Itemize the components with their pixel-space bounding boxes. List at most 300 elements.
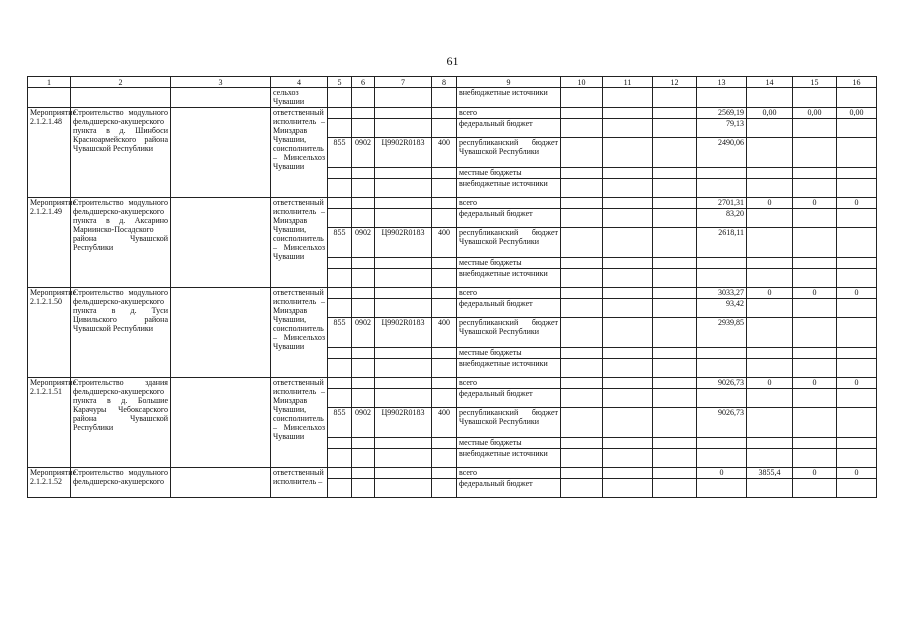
amount-cell: 79,13 <box>697 119 747 138</box>
table-cell <box>603 168 653 179</box>
table-cell <box>352 479 375 498</box>
table-cell <box>375 198 432 209</box>
table-cell <box>793 88 837 108</box>
csr-cell: Ц9902R0183 <box>375 138 432 168</box>
table-cell <box>352 468 375 479</box>
table-cell <box>603 108 653 119</box>
table-cell <box>375 179 432 198</box>
executor-cell: ответственный исполнитель – Минздрав Чувашии, соисполнитель – Минсельхоз Чувашии <box>271 108 328 198</box>
event-code-cell: Мероприятие 2.1.2.1.50 <box>28 288 71 378</box>
amount-cell: 9026,73 <box>697 378 747 389</box>
table-cell <box>793 389 837 408</box>
table-cell <box>375 108 432 119</box>
amount-cell: 9026,73 <box>697 408 747 438</box>
grbs-cell: 855 <box>328 228 352 258</box>
table-cell <box>352 198 375 209</box>
amount-cell: 0 <box>837 198 877 209</box>
table-cell <box>653 359 697 378</box>
table-cell <box>603 179 653 198</box>
table-cell <box>352 348 375 359</box>
table-cell <box>352 88 375 108</box>
amount-cell <box>697 258 747 269</box>
table-cell <box>603 468 653 479</box>
table-cell <box>747 438 793 449</box>
table-cell <box>793 269 837 288</box>
table-cell <box>653 468 697 479</box>
column-header: 5 <box>328 77 352 88</box>
event-description-cell: Строительство модульного фельдшерско-акушерского пункта в д. Туси Цивильского района Чувашской Республики <box>71 288 171 378</box>
table-cell <box>432 168 457 179</box>
table-cell <box>561 348 603 359</box>
table-cell <box>375 119 432 138</box>
amount-cell <box>697 168 747 179</box>
table-cell <box>28 88 71 108</box>
table-cell <box>793 138 837 168</box>
table-cell <box>328 209 352 228</box>
column-header: 13 <box>697 77 747 88</box>
amount-cell: 0 <box>837 378 877 389</box>
funding-source-cell: федеральный бюджет <box>457 119 561 138</box>
event-code-cell: Мероприятие 2.1.2.1.52 <box>28 468 71 498</box>
event-code-cell: Мероприятие 2.1.2.1.48 <box>28 108 71 198</box>
empty-cell <box>171 108 271 198</box>
funding-source-cell: местные бюджеты <box>457 348 561 359</box>
column-header: 15 <box>793 77 837 88</box>
amount-cell <box>697 389 747 408</box>
table-cell <box>603 228 653 258</box>
table-cell <box>328 119 352 138</box>
table-cell <box>747 228 793 258</box>
table-cell <box>352 288 375 299</box>
table-cell <box>793 449 837 468</box>
grbs-cell: 855 <box>328 408 352 438</box>
table-cell <box>603 359 653 378</box>
table-cell <box>603 449 653 468</box>
table-cell <box>432 88 457 108</box>
column-header: 9 <box>457 77 561 88</box>
table-cell <box>747 449 793 468</box>
funding-source-cell: внебюджетные источники <box>457 179 561 198</box>
funding-source-cell: федеральный бюджет <box>457 479 561 498</box>
amount-cell: 0 <box>747 288 793 299</box>
column-header: 8 <box>432 77 457 88</box>
table-cell <box>375 348 432 359</box>
funding-source-cell: внебюджетные источники <box>457 269 561 288</box>
funding-source-cell: местные бюджеты <box>457 438 561 449</box>
amount-cell <box>697 359 747 378</box>
table-row <box>28 378 877 389</box>
table-cell <box>793 348 837 359</box>
table-cell <box>603 138 653 168</box>
table-cell <box>561 288 603 299</box>
vr-cell: 400 <box>432 408 457 438</box>
budget-table <box>27 76 877 498</box>
amount-cell: 0 <box>793 198 837 209</box>
table-cell <box>603 348 653 359</box>
table-cell <box>432 468 457 479</box>
funding-source-cell: всего <box>457 288 561 299</box>
amount-cell: 0,00 <box>837 108 877 119</box>
event-code-cell: Мероприятие 2.1.2.1.51 <box>28 378 71 468</box>
table-cell <box>837 299 877 318</box>
amount-cell: 0,00 <box>747 108 793 119</box>
amount-cell: 0 <box>837 288 877 299</box>
executor-cell: ответственный исполнитель – Минздрав Чувашии, соисполнитель – Минсельхоз Чувашии <box>271 288 328 378</box>
table-cell <box>432 198 457 209</box>
table-cell <box>328 438 352 449</box>
table-cell <box>432 258 457 269</box>
table-cell <box>171 88 271 108</box>
table-cell <box>747 258 793 269</box>
table-cell <box>793 119 837 138</box>
table-cell <box>747 209 793 228</box>
amount-cell <box>697 348 747 359</box>
table-cell <box>747 479 793 498</box>
table-cell <box>328 269 352 288</box>
table-cell <box>352 179 375 198</box>
table-cell <box>432 209 457 228</box>
empty-cell <box>171 468 271 498</box>
table-cell <box>793 299 837 318</box>
table-cell <box>352 108 375 119</box>
table-cell <box>561 209 603 228</box>
table-cell <box>352 258 375 269</box>
table-cell <box>793 318 837 348</box>
table-cell <box>837 389 877 408</box>
table-cell <box>432 119 457 138</box>
table-cell <box>747 179 793 198</box>
column-header: 7 <box>375 77 432 88</box>
table-cell <box>328 479 352 498</box>
funding-source-cell: всего <box>457 468 561 479</box>
event-description-cell: Строительство модульного фельдшерско-акушерского пункта в д. Аксарино Мариинско-Посадского района Чувашской Республики <box>71 198 171 288</box>
table-cell <box>837 119 877 138</box>
table-cell <box>328 168 352 179</box>
table-cell <box>328 359 352 378</box>
table-cell <box>603 88 653 108</box>
amount-cell: 0,00 <box>793 108 837 119</box>
column-header: 6 <box>352 77 375 88</box>
table-cell <box>793 168 837 179</box>
table-cell <box>837 209 877 228</box>
column-header: 10 <box>561 77 603 88</box>
column-header: 3 <box>171 77 271 88</box>
table-cell <box>603 209 653 228</box>
table-cell <box>837 348 877 359</box>
column-header: 11 <box>603 77 653 88</box>
table-cell <box>375 468 432 479</box>
table-cell <box>352 438 375 449</box>
amount-cell: 0 <box>793 288 837 299</box>
table-cell <box>375 88 432 108</box>
table-cell <box>747 119 793 138</box>
table-cell <box>603 288 653 299</box>
table-cell <box>793 479 837 498</box>
table-cell <box>375 449 432 468</box>
table-cell <box>793 359 837 378</box>
amount-cell: 0 <box>837 468 877 479</box>
table-cell <box>352 389 375 408</box>
table-row <box>28 108 877 119</box>
table-cell <box>653 348 697 359</box>
table-cell <box>837 138 877 168</box>
header-row <box>28 77 877 88</box>
table-cell <box>837 408 877 438</box>
table-cell <box>561 258 603 269</box>
table-row <box>28 198 877 209</box>
table-cell <box>653 138 697 168</box>
table-cell <box>653 318 697 348</box>
funding-source-cell: внебюджетные источники <box>457 88 561 108</box>
table-cell <box>653 378 697 389</box>
table-cell <box>432 438 457 449</box>
table-cell <box>561 108 603 119</box>
amount-cell <box>697 179 747 198</box>
table-cell <box>747 269 793 288</box>
executor-cell: сельхоз Чувашии <box>271 88 328 108</box>
grbs-cell: 855 <box>328 138 352 168</box>
table-cell <box>653 288 697 299</box>
table-cell <box>375 359 432 378</box>
amount-cell: 0 <box>793 378 837 389</box>
table-cell <box>653 449 697 468</box>
event-code-cell: Мероприятие 2.1.2.1.49 <box>28 198 71 288</box>
table-cell <box>375 378 432 389</box>
amount-cell: 0 <box>793 468 837 479</box>
table-cell <box>352 168 375 179</box>
table-cell <box>653 299 697 318</box>
table-cell <box>561 438 603 449</box>
table-cell <box>603 389 653 408</box>
table-cell <box>837 479 877 498</box>
rzpr-cell: 0902 <box>352 318 375 348</box>
amount-cell: 2939,85 <box>697 318 747 348</box>
table-cell <box>328 389 352 408</box>
column-header: 12 <box>653 77 697 88</box>
table-cell <box>328 449 352 468</box>
empty-cell <box>171 378 271 468</box>
funding-source-cell: республиканский бюджет Чувашской Республики <box>457 138 561 168</box>
amount-cell: 83,20 <box>697 209 747 228</box>
table-cell <box>561 179 603 198</box>
table-cell <box>793 209 837 228</box>
table-cell <box>375 389 432 408</box>
table-cell <box>375 288 432 299</box>
table-cell <box>328 378 352 389</box>
table-cell <box>561 318 603 348</box>
funding-source-cell: местные бюджеты <box>457 258 561 269</box>
executor-cell: ответственный исполнитель – Минздрав Чувашии, соисполнитель – Минсельхоз Чувашии <box>271 198 328 288</box>
vr-cell: 400 <box>432 138 457 168</box>
table-cell <box>603 479 653 498</box>
table-cell <box>375 269 432 288</box>
page-number: 61 <box>446 54 459 68</box>
csr-cell: Ц9902R0183 <box>375 228 432 258</box>
event-description-cell: Строительство здания фельдшерско-акушерского пункта в д. Большие Карачуры Чебоксарского района Чувашской Республики <box>71 378 171 468</box>
table-cell <box>603 408 653 438</box>
amount-cell: 3855,4 <box>747 468 793 479</box>
table-cell <box>653 479 697 498</box>
table-cell <box>328 468 352 479</box>
table-cell <box>561 449 603 468</box>
table-cell <box>328 198 352 209</box>
table-cell <box>561 359 603 378</box>
column-header: 4 <box>271 77 328 88</box>
table-cell <box>561 168 603 179</box>
table-cell <box>747 359 793 378</box>
grbs-cell: 855 <box>328 318 352 348</box>
table-cell <box>328 108 352 119</box>
table-cell <box>561 378 603 389</box>
amount-cell: 0 <box>747 198 793 209</box>
table-row <box>28 88 877 108</box>
table-cell <box>561 389 603 408</box>
funding-source-cell: федеральный бюджет <box>457 299 561 318</box>
funding-source-cell: внебюджетные источники <box>457 449 561 468</box>
table-cell <box>653 408 697 438</box>
table-cell <box>561 479 603 498</box>
table-cell <box>837 318 877 348</box>
table-cell <box>352 359 375 378</box>
table-cell <box>653 389 697 408</box>
csr-cell: Ц9902R0183 <box>375 318 432 348</box>
table-cell <box>432 359 457 378</box>
table-cell <box>432 479 457 498</box>
funding-source-cell: всего <box>457 378 561 389</box>
table-cell <box>561 138 603 168</box>
table-cell <box>747 318 793 348</box>
table-cell <box>352 119 375 138</box>
amount-cell: 3033,27 <box>697 288 747 299</box>
funding-source-cell: федеральный бюджет <box>457 389 561 408</box>
table-cell <box>432 299 457 318</box>
funding-source-cell: федеральный бюджет <box>457 209 561 228</box>
table-cell <box>697 479 747 498</box>
table-cell <box>432 449 457 468</box>
table-cell <box>432 389 457 408</box>
table-cell <box>747 88 793 108</box>
table-cell <box>747 389 793 408</box>
funding-source-cell: всего <box>457 108 561 119</box>
table-cell <box>603 318 653 348</box>
table-cell <box>837 449 877 468</box>
table-cell <box>328 179 352 198</box>
table-cell <box>603 198 653 209</box>
table-cell <box>328 288 352 299</box>
amount-cell: 2618,11 <box>697 228 747 258</box>
table-cell <box>653 119 697 138</box>
column-header: 2 <box>71 77 171 88</box>
table-cell <box>328 348 352 359</box>
table-cell <box>653 198 697 209</box>
table-cell <box>561 468 603 479</box>
rzpr-cell: 0902 <box>352 228 375 258</box>
table-cell <box>793 228 837 258</box>
amount-cell: 2569,19 <box>697 108 747 119</box>
funding-source-cell: местные бюджеты <box>457 168 561 179</box>
table-cell <box>653 258 697 269</box>
table-cell <box>837 88 877 108</box>
table-cell <box>375 299 432 318</box>
amount-cell <box>697 438 747 449</box>
amount-cell <box>697 269 747 288</box>
funding-source-cell: республиканский бюджет Чувашской Республики <box>457 408 561 438</box>
table-cell <box>653 108 697 119</box>
table-cell <box>653 228 697 258</box>
table-cell <box>352 449 375 468</box>
amount-cell: 93,42 <box>697 299 747 318</box>
table-cell <box>747 408 793 438</box>
table-cell <box>328 88 352 108</box>
empty-cell <box>171 198 271 288</box>
csr-cell: Ц9902R0183 <box>375 408 432 438</box>
vr-cell: 400 <box>432 318 457 348</box>
table-cell <box>432 378 457 389</box>
table-cell <box>697 88 747 108</box>
table-cell <box>352 269 375 288</box>
rzpr-cell: 0902 <box>352 408 375 438</box>
table-cell <box>747 168 793 179</box>
table-cell <box>837 179 877 198</box>
table-cell <box>837 359 877 378</box>
table-cell <box>375 209 432 228</box>
table-cell <box>432 108 457 119</box>
table-cell <box>603 438 653 449</box>
table-cell <box>352 209 375 228</box>
table-cell <box>328 299 352 318</box>
table-cell <box>747 138 793 168</box>
table-cell <box>561 88 603 108</box>
table-cell <box>603 119 653 138</box>
event-description-cell: Строительство модульного фельдшерско-акушерского пункта в д. Шинбоси Красноармейского района Чувашской Республики <box>71 108 171 198</box>
table-cell <box>747 299 793 318</box>
table-cell <box>352 299 375 318</box>
table-cell <box>561 408 603 438</box>
event-description-cell: Строительство модульного фельдшерско-акушерского <box>71 468 171 498</box>
table-cell <box>793 438 837 449</box>
executor-cell: ответственный исполнитель – <box>271 468 328 498</box>
table-cell <box>561 228 603 258</box>
table-cell <box>375 258 432 269</box>
table-cell <box>432 179 457 198</box>
amount-cell <box>697 449 747 468</box>
table-cell <box>352 378 375 389</box>
table-row <box>28 288 877 299</box>
column-header: 16 <box>837 77 877 88</box>
funding-source-cell: всего <box>457 198 561 209</box>
table-cell <box>653 179 697 198</box>
funding-source-cell: республиканский бюджет Чувашской Республики <box>457 318 561 348</box>
funding-source-cell: внебюджетные источники <box>457 359 561 378</box>
table-cell <box>603 378 653 389</box>
column-header: 14 <box>747 77 793 88</box>
vr-cell: 400 <box>432 228 457 258</box>
table-cell <box>837 228 877 258</box>
table-cell <box>653 209 697 228</box>
funding-source-cell: республиканский бюджет Чувашской Республики <box>457 228 561 258</box>
table-cell <box>603 299 653 318</box>
table-row <box>28 468 877 479</box>
table-cell <box>837 269 877 288</box>
amount-cell: 2490,06 <box>697 138 747 168</box>
table-cell <box>561 299 603 318</box>
rzpr-cell: 0902 <box>352 138 375 168</box>
amount-cell: 0 <box>697 468 747 479</box>
table-cell <box>793 408 837 438</box>
table-cell <box>432 269 457 288</box>
table-cell <box>375 168 432 179</box>
table-cell <box>793 179 837 198</box>
